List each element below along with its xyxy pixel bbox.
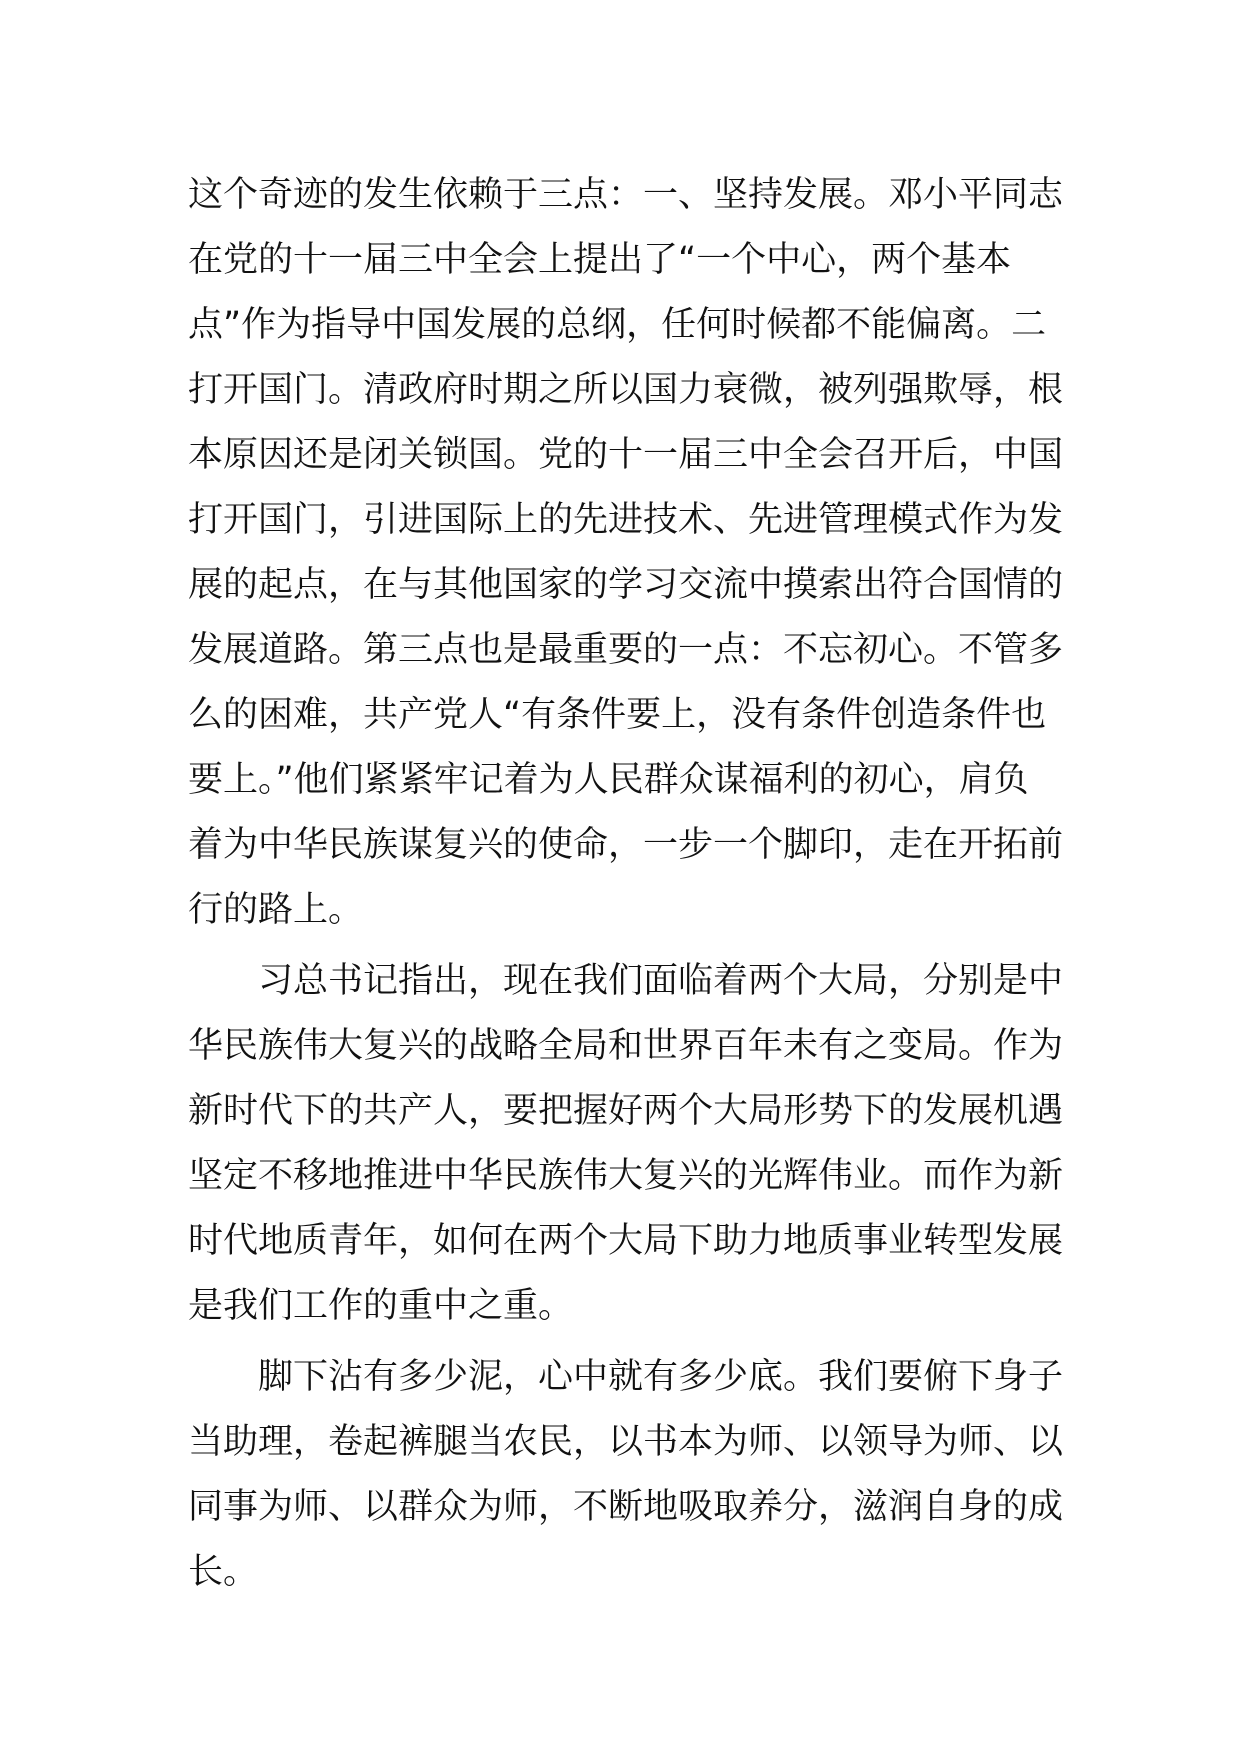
text-line: 是我们工作的重中之重。 bbox=[188, 1286, 574, 1326]
paragraph-3 bbox=[188, 1345, 1068, 1605]
text-line: 展的起点，在与其他国家的学习交流中摸索出符合国情的 bbox=[188, 565, 1064, 605]
paragraph-1 bbox=[188, 163, 1068, 943]
text-line: 行的路上。 bbox=[188, 890, 364, 930]
text-line: 这个奇迹的发生依赖于三点：一、坚持发展。邓小平同志 bbox=[188, 175, 1064, 215]
text-line: 脚下沾有多少泥，心中就有多少底。我们要俯下身子 bbox=[258, 1357, 1064, 1397]
text-line: 本原因还是闭关锁国。党的十一届三中全会召开后，中国 bbox=[188, 435, 1064, 475]
text-line: 新时代下的共产人，要把握好两个大局形势下的发展机遇 bbox=[188, 1091, 1064, 1131]
text-line: 长。 bbox=[188, 1552, 259, 1592]
text-line: 要上。”他们紧紧牢记着为人民群众谋福利的初心，肩负 bbox=[188, 760, 1029, 800]
text-line: 着为中华民族谋复兴的使命，一步一个脚印，走在开拓前 bbox=[188, 825, 1064, 865]
text-line: 在党的十一届三中全会上提出了“一个中心，两个基本 bbox=[188, 240, 1012, 280]
text-line: 打开国门。清政府时期之所以国力衰微，被列强欺辱，根 bbox=[188, 370, 1064, 410]
text-line: 华民族伟大复兴的战略全局和世界百年未有之变局。作为 bbox=[188, 1026, 1064, 1066]
text-line: 点”作为指导中国发展的总纲，任何时候都不能偏离。二 bbox=[188, 305, 1047, 345]
document-page bbox=[188, 163, 1068, 1605]
text-line: 发展道路。第三点也是最重要的一点：不忘初心。不管多 bbox=[188, 630, 1064, 670]
text-line: 么的困难，共产党人“有条件要上，没有条件创造条件也 bbox=[188, 695, 1047, 735]
text-line: 同事为师、以群众为师，不断地吸取养分，滋润自身的成 bbox=[188, 1487, 1064, 1527]
text-line: 打开国门，引进国际上的先进技术、先进管理模式作为发 bbox=[188, 500, 1064, 540]
paragraph-2 bbox=[188, 949, 1068, 1339]
text-line: 坚定不移地推进中华民族伟大复兴的光辉伟业。而作为新 bbox=[188, 1156, 1064, 1196]
text-line: 习总书记指出，现在我们面临着两个大局，分别是中 bbox=[258, 961, 1064, 1001]
text-line: 时代地质青年，如何在两个大局下助力地质事业转型发展 bbox=[188, 1221, 1064, 1261]
text-line: 当助理，卷起裤腿当农民，以书本为师、以领导为师、以 bbox=[188, 1422, 1064, 1462]
